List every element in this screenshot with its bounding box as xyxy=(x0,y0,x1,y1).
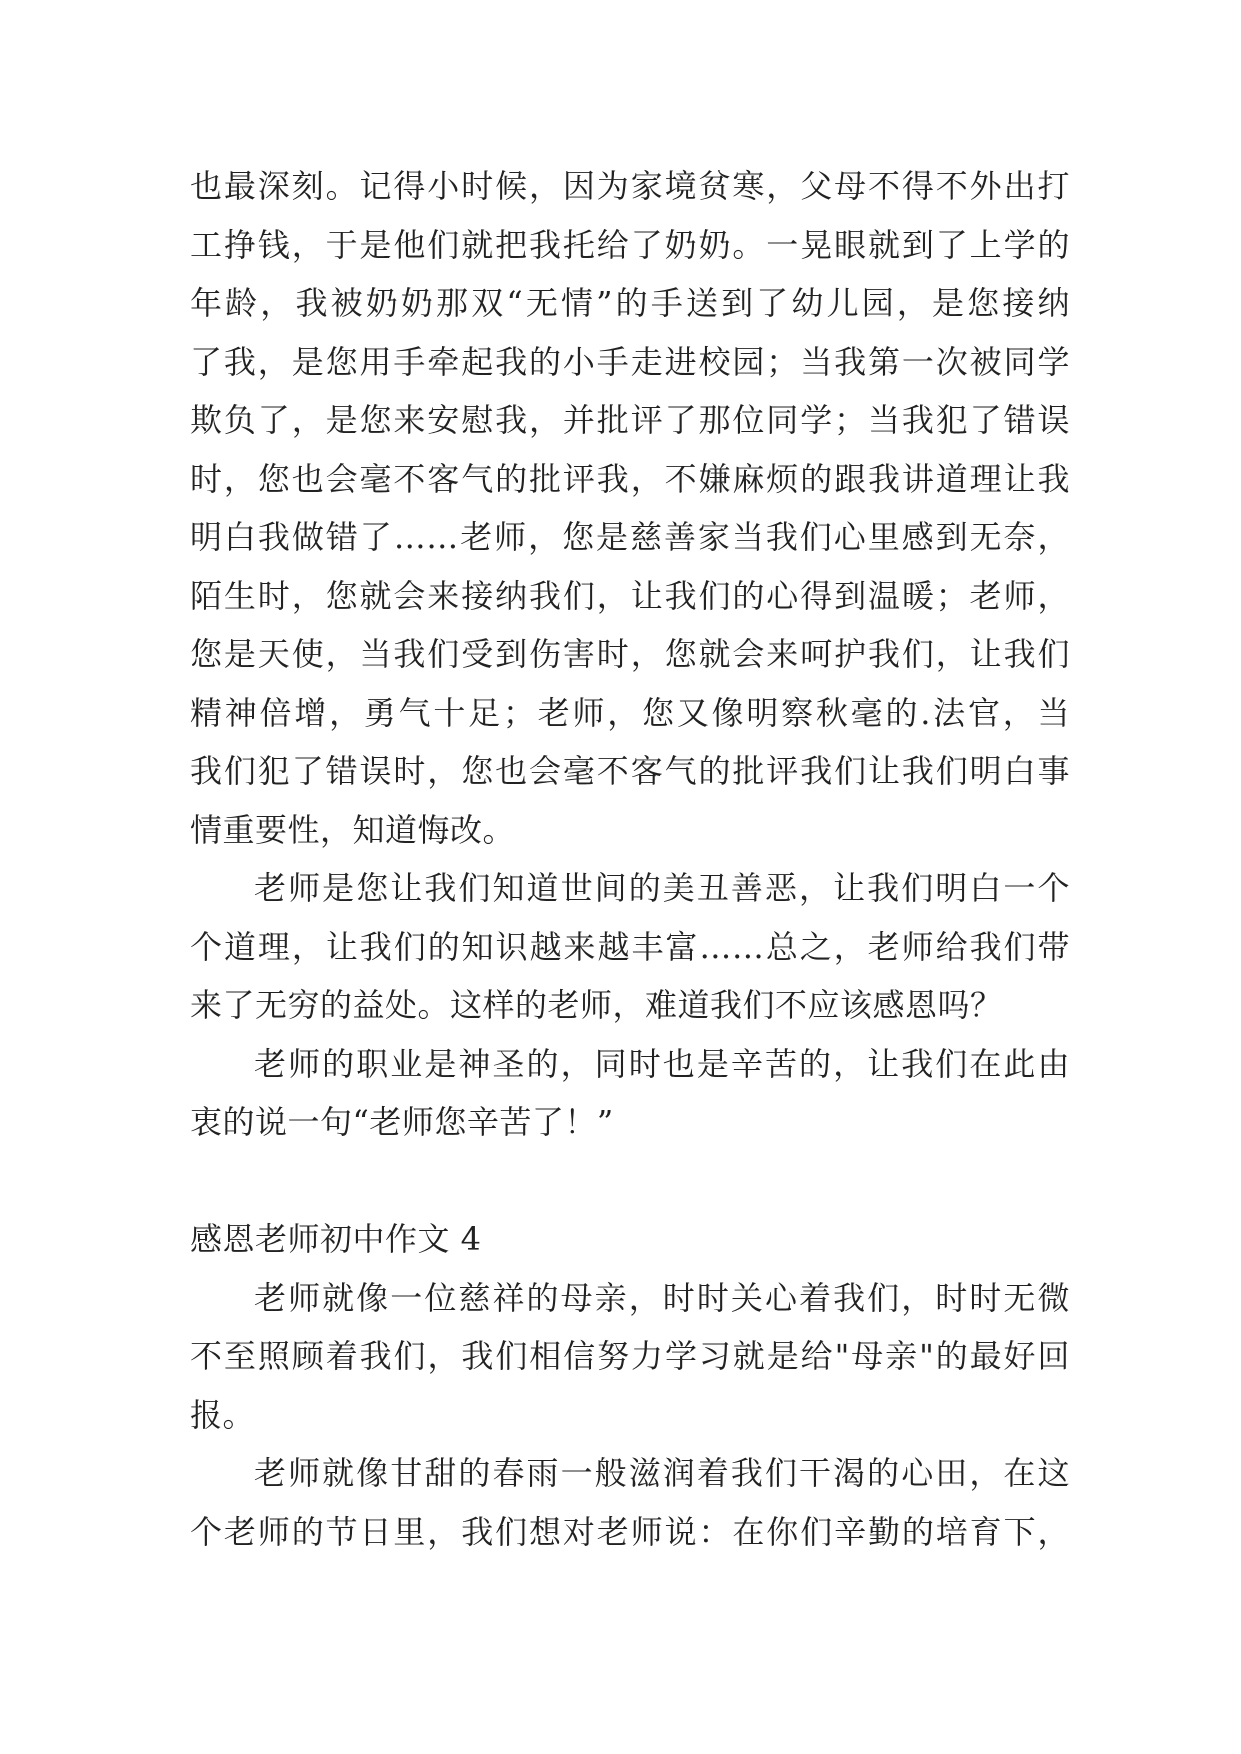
text-line: 也最深刻。记得小时候，因为家境贫寒，父母不得不外出打 xyxy=(190,167,1070,205)
text-line: 时，您也会毫不客气的批评我，不嫌麻烦的跟我讲道理让我 xyxy=(190,459,1070,498)
section-heading: 感恩老师初中作文 4 xyxy=(190,1220,482,1258)
paragraph-4 xyxy=(190,1269,1070,1445)
text-line: 衷的说一句“老师您辛苦了！” xyxy=(190,1103,614,1141)
text-line: 老师是您让我们知道世间的美丑善恶，让我们明白一个 xyxy=(254,869,1070,907)
text-line: 老师的职业是神圣的，同时也是辛苦的，让我们在此由 xyxy=(254,1044,1070,1083)
paragraph-1 xyxy=(190,157,1070,859)
text-line: 明白我做错了……老师，您是慈善家当我们心里感到无奈， xyxy=(190,518,1070,556)
paragraph-2 xyxy=(190,859,1070,1035)
text-line: 老师就像甘甜的春雨一般滋润着我们干渴的心田，在这 xyxy=(254,1454,1070,1492)
essay-text xyxy=(190,157,1070,1561)
text-line: 精神倍增，勇气十足；老师，您又像明察秋毫的.法官，当 xyxy=(190,693,1070,732)
text-line: 陌生时，您就会来接纳我们，让我们的心得到温暖；老师， xyxy=(190,576,1070,615)
text-line: 欺负了，是您来安慰我，并批评了那位同学；当我犯了错误 xyxy=(190,401,1070,439)
text-line: 报。 xyxy=(190,1395,256,1434)
text-line: 工挣钱，于是他们就把我托给了奶奶。一晃眼就到了上学的 xyxy=(190,225,1070,264)
paragraph-5 xyxy=(190,1444,1070,1561)
text-line: 情重要性，知道悔改。 xyxy=(190,810,516,849)
text-line: 了我，是您用手牵起我的小手走进校园；当我第一次被同学 xyxy=(190,342,1070,381)
text-line: 我们犯了错误时，您也会毫不客气的批评我们让我们明白事 xyxy=(190,752,1070,790)
text-line: 个道理，让我们的知识越来越丰富……总之，老师给我们带 xyxy=(190,927,1070,966)
text-line: 老师就像一位慈祥的母亲，时时关心着我们，时时无微 xyxy=(254,1278,1070,1317)
text-line: 个老师的节日里，我们想对老师说：在你们辛勤的培育下， xyxy=(190,1512,1070,1551)
text-line: 不至照顾着我们，我们相信努力学习就是给"母亲"的最好回 xyxy=(190,1337,1070,1375)
blank-line xyxy=(190,1152,1070,1211)
paragraph-3 xyxy=(190,1035,1070,1152)
text-line: 来了无穷的益处。这样的老师，难道我们不应该感恩吗？ xyxy=(190,986,1003,1024)
text-line: 年龄，我被奶奶那双“无情”的手送到了幼儿园，是您接纳 xyxy=(190,284,1070,322)
text-line: 您是天使，当我们受到伤害时，您就会来呵护我们，让我们 xyxy=(190,635,1070,673)
